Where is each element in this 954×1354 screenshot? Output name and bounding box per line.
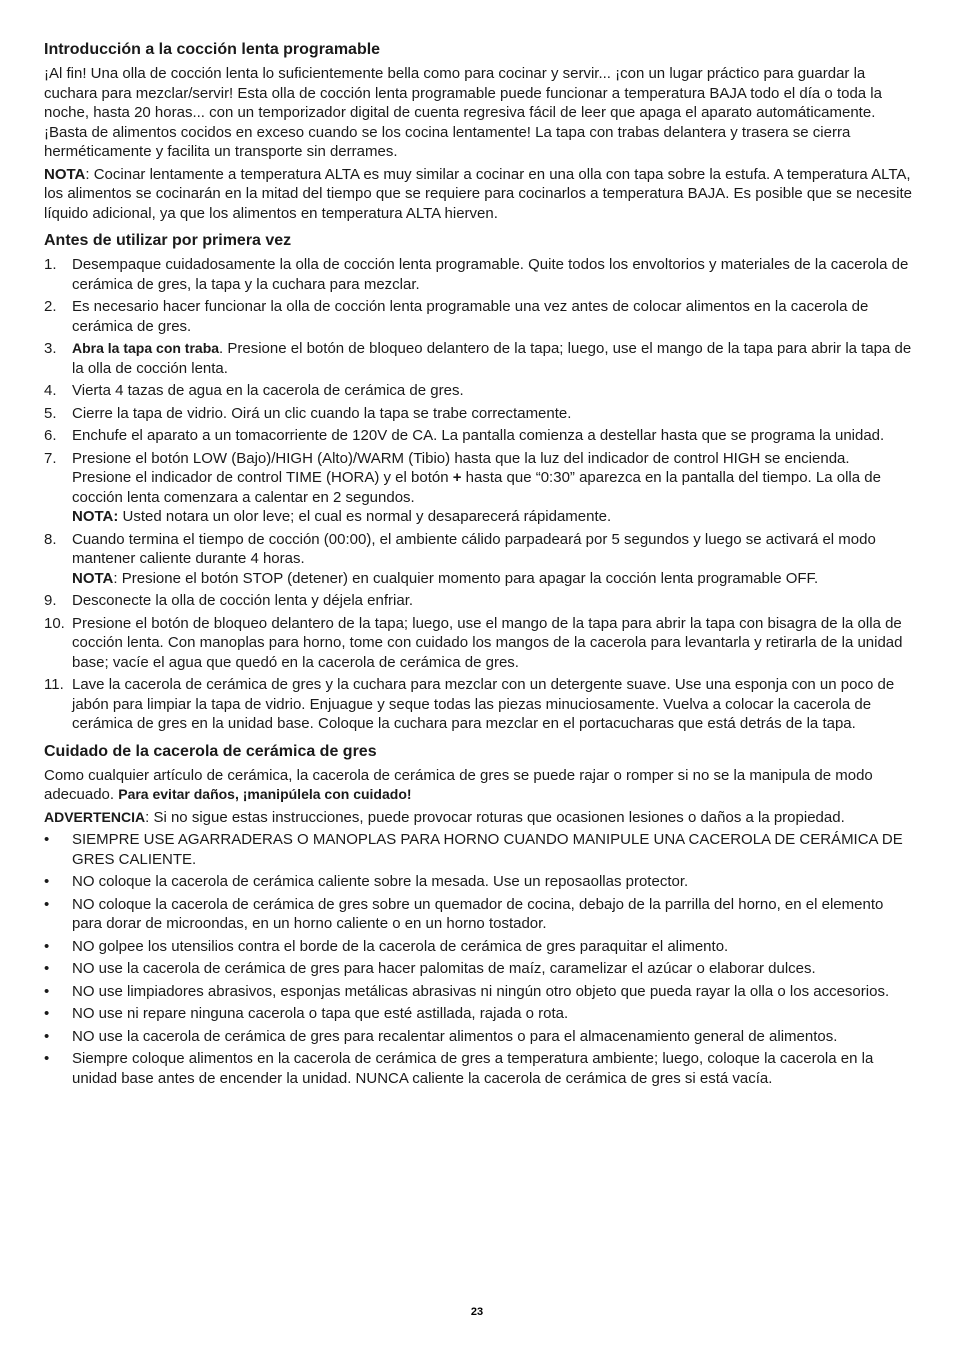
plus-symbol: + [452,469,462,486]
care-bullets [44,830,912,1088]
bullet-icon: • [44,960,50,977]
note-text: : Presione el botón STOP (detener) en cualquier momento para apagar la cocción lenta programable OFF. [113,569,819,587]
step-text: Desconecte la olla de cocción lenta y déjela enfriar. [72,592,414,609]
care-paragraph [44,766,912,805]
section-first-use [44,231,912,734]
list-item [44,404,912,424]
bullet-icon: • [44,895,50,913]
bullet-icon: • [44,1027,50,1045]
step-text: Cuando termina el tiempo de cocción (00:00), el ambiente cálido parpadeará por 5 segundos y luego se activará el modo mantener caliente durante 4 horas. [72,530,876,567]
step-number: 9. [44,592,57,609]
list-item [44,297,912,336]
care-bold: Para evitar daños, ¡manipúlela con cuidado! [118,786,412,802]
note-text: Usted notara un olor leve; el cual es normal y desaparecerá rápidamente. [118,508,612,525]
warning-text: : Si no sigue estas instrucciones, puede provocar roturas que ocasionen lesiones o daños a la propiedad. [145,808,845,826]
bullet-text: SIEMPRE USE AGARRADERAS O MANOPLAS PARA HORNO CUANDO MANIPULE UNA CACEROLA DE CERÁMICA DE GRES CALIENTE. [72,831,903,868]
bullet-icon: • [44,982,50,1000]
list-item [44,449,912,527]
bullet-icon: • [44,873,50,890]
care-text: Como cualquier artículo de cerámica, la cacerola de cerámica de gres se puede rajar o romper si no se la manipula de modo adecuado. [44,766,873,803]
list-item [44,937,912,957]
page-number: 23 [470,1306,484,1318]
step-number: 11. [44,676,64,693]
bullet-text: NO use limpiadores abrasivos, esponjas metálicas abrasivas ni ningún otro objeto que pueda rayar la olla o los accesorios. [72,982,890,1000]
step-bold: Abra la tapa con traba [72,340,220,356]
step-text: Desempaque cuidadosamente la olla de cocción lenta programable. Quite todos los envoltorios y materiales de la cacerola de cerámica de gres, la tapa y la cuchara para mezclar. [72,256,909,293]
list-item [44,1027,912,1047]
step-text: Enchufe el aparato a un tomacorriente de 120V de CA. La pantalla comienza a destellar hasta que se programa la unidad. [72,427,885,444]
note-text: : Cocinar lentamente a temperatura ALTA es muy similar a cocinar en una olla con tapa sobre la estufa. A temperatura ALTA, los alimentos se cocinarán en la mitad del tiempo que se requiere para cocinarlos a temperatura BAJA. Es posible que se necesite líquido adicional, ya que los alimentos en temperatura ALTA hierven. [44,165,912,222]
step-number: 4. [44,382,57,399]
step-number: 1. [44,256,57,273]
list-item [44,1004,912,1024]
step-text: Vierta 4 tazas de agua en la cacerola de cerámica de gres. [72,382,464,399]
list-item [44,381,912,401]
warning-label: ADVERTENCIA [44,808,146,825]
section-title: Antes de utilizar por primera vez [44,232,292,249]
intro-paragraph: ¡Al fin! Una olla de cocción lenta lo suficientemente bella como para cocinar y servir... ¡con un lugar práctico para guardar la cuchara para mezclar/servir! Esta olla de cocción lenta programable puede funcionar a temperatura BAJA todo el día o toda la noche, hasta 20 horas... con un temporizador digital de cuenta regresiva fácil de leer que apaga el aparato automáticamente. ¡Basta de alimentos cocidos en exceso cuando se los cocina lentamente! La tapa con trabas delantera y trasera se cierra herméticamente y facilita un transporte sin derrames. [44,65,882,160]
manual-page [44,40,912,1091]
step-number: 3. [44,340,57,357]
list-item [44,959,912,979]
step-number: 7. [44,449,57,467]
bullet-icon: • [44,1005,50,1022]
note-label: NOTA [44,165,86,183]
section-title: Cuidado de la cacerola de cerámica de gres [44,742,377,760]
note-label: NOTA [72,569,114,587]
steps-list [44,255,912,734]
step-number: 10. [44,614,65,632]
list-item [44,530,912,589]
list-item [44,339,912,378]
bullet-text: NO golpee los utensilios contra el borde de la cacerola de cerámica de gres paraquitar el alimento. [72,937,729,955]
bullet-text: Siempre coloque alimentos en la cacerola de cerámica de gres a temperatura ambiente; luego, coloque la cacerola en la unidad base antes de encender la unidad. NUNCA caliente la cacerola de cerámica de gres si está vacía. [72,1050,874,1087]
list-item [44,872,912,892]
bullet-text: NO use ni repare ninguna cacerola o tapa que esté astillada, rajada o rota. [72,1005,569,1022]
bullet-icon: • [44,831,50,848]
list-item [44,614,912,673]
list-item [44,675,912,734]
step-number: 8. [44,530,57,548]
step-text: Presione el botón de bloqueo delantero de la tapa; luego, use el mango de la tapa para abrir la tapa con bisagra de la olla de cocción lenta. Con manoplas para horno, tome con cuidado los mangos de la cacerola para levantarla y retirarla de la unidad base; vacíe el agua que quedó en la cacerola de cerámica de gres. [72,614,903,671]
section-stoneware-care [44,742,912,1089]
bullet-text: NO coloque la cacerola de cerámica caliente sobre la mesada. Use un reposaollas protector. [72,873,689,890]
step-text: Presione el botón LOW (Bajo)/HIGH (Alto)/WARM (Tibio) hasta que la luz del indicador de control HIGH se encienda. Presione el indicador de control TIME (HORA) y el botón [72,449,850,486]
section-intro [44,40,912,223]
list-item [44,982,912,1002]
step-number: 6. [44,427,57,444]
list-item [44,591,912,611]
step-text: Es necesario hacer funcionar la olla de cocción lenta programable una vez antes de colocar alimentos en la cacerola de cerámica de gres. [72,298,869,335]
list-item [44,426,912,446]
bullet-icon: • [44,1050,50,1067]
list-item [44,1049,912,1088]
bullet-text: NO coloque la cacerola de cerámica de gres sobre un quemador de cocina, debajo de la parrilla del horno, en el elemento para dorar de microondas, en un horno caliente o en un horno tostador. [72,895,884,932]
section-title: Introducción a la cocción lenta programable [44,41,381,58]
step-text: . Presione el botón de bloqueo delantero de la tapa; luego, use el mango de la tapa para abrir la tapa de la olla de cocción lenta. [72,340,912,377]
bullet-icon: • [44,937,50,955]
bullet-text: NO use la cacerola de cerámica de gres para recalentar alimentos o para el almacenamiento general de alimentos. [72,1027,838,1045]
intro-note [44,165,912,224]
step-text: Cierre la tapa de vidrio. Oirá un clic cuando la tapa se trabe correctamente. [72,404,572,422]
step-number: 2. [44,298,57,315]
step-text: hasta que “0:30” aparezca en la pantalla del tiempo. La olla de cocción lenta comenzara a calentar en 2 segundos. [72,469,881,506]
list-item [44,830,912,869]
list-item [44,895,912,934]
bullet-text: NO use la cacerola de cerámica de gres para hacer palomitas de maíz, caramelizar el azúcar o elaborar dulces. [72,960,816,977]
step-text: Lave la cacerola de cerámica de gres y la cuchara para mezclar con un detergente suave. Use una esponja con un poco de jabón para limpiar la tapa de vidrio. Enjuague y seque todas las piezas minuciosamente. Vuelva a colocar la cacerola de cerámica de gres en la unidad base. Coloque la cuchara para mezclar en el portacucharas que está detrás de la tapa. [72,676,895,732]
warning-paragraph [44,808,912,828]
list-item [44,255,912,294]
step-number: 5. [44,404,57,422]
note-label: NOTA: [72,508,119,525]
